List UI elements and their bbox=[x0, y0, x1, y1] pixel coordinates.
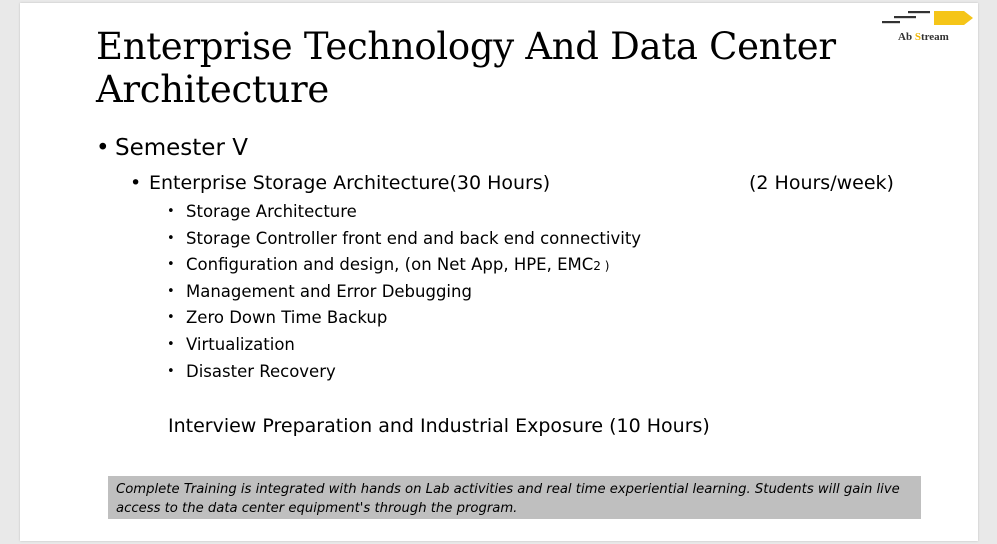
bullet: • bbox=[167, 204, 175, 219]
bullet: • bbox=[167, 230, 175, 246]
course-label: Enterprise Storage Architecture(30 Hours) bbox=[149, 172, 551, 194]
topic-text: Storage Architecture bbox=[186, 202, 357, 221]
list-item bbox=[167, 252, 641, 279]
course-hours: (2 Hours/week) bbox=[749, 172, 894, 194]
list-item bbox=[167, 199, 641, 226]
list-item bbox=[167, 359, 641, 386]
logo-text-prefix: Ab bbox=[898, 31, 915, 43]
logo-text-suffix: tream bbox=[920, 31, 949, 43]
course-item bbox=[130, 170, 550, 196]
bullet: • bbox=[130, 172, 142, 194]
bullet: • bbox=[167, 283, 175, 299]
bullet: • bbox=[167, 310, 175, 326]
logo-text-highlight: S bbox=[914, 31, 921, 43]
topic-list bbox=[167, 199, 641, 385]
bullet: • bbox=[167, 257, 175, 273]
topic-suffix: 2 ) bbox=[593, 259, 610, 274]
interview-heading: Interview Preparation and Industrial Exposure (10 Hours) bbox=[168, 415, 710, 437]
slide bbox=[20, 3, 978, 541]
bullet: • bbox=[167, 336, 175, 352]
semester-item bbox=[96, 133, 248, 163]
semester-label: Semester V bbox=[115, 135, 248, 161]
bullet: • bbox=[167, 363, 175, 379]
slide-title: Enterprise Technology And Data Center Architecture bbox=[96, 25, 836, 111]
list-item bbox=[167, 305, 641, 332]
logo-stripes-icon bbox=[878, 7, 978, 31]
bullet: • bbox=[96, 135, 110, 161]
ab-stream-logo bbox=[878, 7, 978, 47]
logo-text bbox=[898, 31, 949, 43]
list-item bbox=[167, 279, 641, 306]
list-item bbox=[167, 332, 641, 359]
topic-text: Zero Down Time Backup bbox=[186, 308, 388, 328]
list-item bbox=[167, 226, 641, 253]
training-note: Complete Training is integrated with hands on Lab activities and real time experiential learning. Students will gain live access to the data center equipment's through the program. bbox=[108, 476, 921, 519]
topic-text: Disaster Recovery bbox=[186, 361, 336, 381]
topic-text: Storage Controller front end and back end connectivity bbox=[186, 228, 642, 248]
topic-text: Virtualization bbox=[186, 334, 295, 354]
topic-text: Configuration and design, (on Net App, HPE, EMC bbox=[186, 255, 594, 275]
topic-text: Management and Error Debugging bbox=[186, 281, 472, 301]
